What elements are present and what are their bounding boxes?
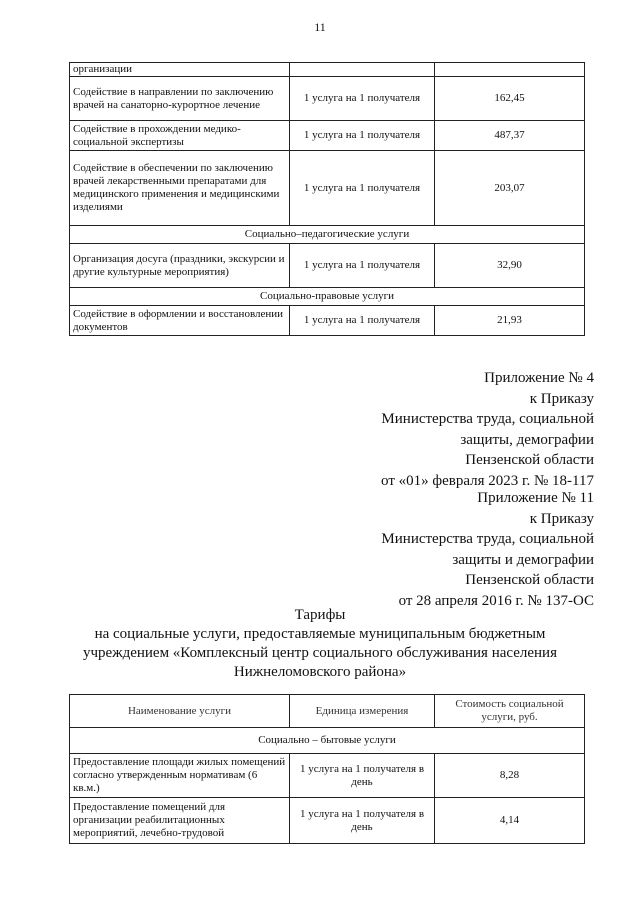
appendix-line: защиты и демографии bbox=[452, 551, 594, 568]
section-row bbox=[70, 288, 585, 306]
table-header-row bbox=[70, 695, 585, 728]
unit-cell bbox=[290, 63, 435, 77]
table-row bbox=[70, 121, 585, 151]
appendix-line: Министерства труда, социальной bbox=[381, 531, 594, 547]
unit-cell: 1 услуга на 1 получателя bbox=[290, 77, 435, 121]
table-row bbox=[70, 306, 585, 336]
appendix-line: к Приказу bbox=[529, 510, 594, 527]
unit-cell: 1 услуга на 1 получателя bbox=[290, 306, 435, 336]
appendix-line: Пензенской области bbox=[465, 572, 594, 588]
table-row bbox=[70, 244, 585, 288]
tariff-table-continued bbox=[69, 62, 585, 336]
service-name-cell: Предоставление площади жилых помещений согласно утвержденным нормативам (6 кв.м.) bbox=[70, 754, 290, 798]
section-heading: Социально-правовые услуги bbox=[70, 288, 585, 306]
price-cell: 8,28 bbox=[435, 754, 585, 798]
unit-cell: 1 услуга на 1 получателя в день bbox=[290, 798, 435, 844]
price-cell bbox=[435, 63, 585, 77]
tariff-table bbox=[69, 694, 585, 844]
table-row bbox=[70, 754, 585, 798]
table-row bbox=[70, 151, 585, 226]
unit-cell: 1 услуга на 1 получателя bbox=[290, 244, 435, 288]
appendix-line: защиты, демографии bbox=[460, 431, 594, 448]
section-row bbox=[70, 728, 585, 754]
table-row bbox=[70, 798, 585, 844]
unit-cell: 1 услуга на 1 получателя bbox=[290, 151, 435, 226]
price-cell: 4,14 bbox=[435, 798, 585, 844]
section-row bbox=[70, 226, 585, 244]
service-name-cell: Содействие в прохождении медико-социальной экспертизы bbox=[70, 121, 290, 151]
service-name-cell: организации bbox=[70, 63, 290, 77]
service-name-cell: Содействие в оформлении и восстановлении документов bbox=[70, 306, 290, 336]
appendix-4-block bbox=[381, 368, 594, 491]
appendix-11-block bbox=[381, 488, 594, 611]
page-number: 11 bbox=[314, 20, 326, 34]
appendix-line: Пензенской области bbox=[465, 452, 594, 468]
price-cell: 32,90 bbox=[435, 244, 585, 288]
price-cell: 487,37 bbox=[435, 121, 585, 151]
column-header-price: Стоимость социальной услуги, руб. bbox=[435, 695, 585, 728]
table-row bbox=[70, 77, 585, 121]
title-line: учреждением «Комплексный центр социального обслуживания населения bbox=[83, 645, 557, 661]
unit-cell: 1 услуга на 1 получателя bbox=[290, 121, 435, 151]
appendix-line: Министерства труда, социальной bbox=[381, 411, 594, 427]
document-title: Тарифы bbox=[294, 607, 346, 623]
service-name-cell: Предоставление помещений для организации реабилитационных мероприятий, лечебно-трудовой bbox=[70, 798, 290, 844]
title-line: Нижнеломовского района» bbox=[233, 664, 407, 680]
title-line: на социальные услуги, предоставляемые муниципальным бюджетным bbox=[94, 626, 546, 642]
price-cell: 203,07 bbox=[435, 151, 585, 226]
section-heading: Социально – бытовые услуги bbox=[70, 728, 585, 754]
service-name-cell: Организация досуга (праздники, экскурсии и другие культурные мероприятия) bbox=[70, 244, 290, 288]
appendix-line: от «01» февраля 2023 г. № 18-117 bbox=[381, 472, 594, 489]
service-name-cell: Содействие в обеспечении по заключению врачей лекарственными препаратами для медицинского применения и медицинскими изделиями bbox=[70, 151, 290, 226]
appendix-line: к Приказу bbox=[529, 390, 594, 407]
table-row bbox=[70, 63, 585, 77]
service-name-cell: Содействие в направлении по заключению врачей на санаторно-курортное лечение bbox=[70, 77, 290, 121]
column-header-unit: Единица измерения bbox=[290, 695, 435, 728]
appendix-line: Приложение № 4 bbox=[484, 370, 594, 386]
unit-cell: 1 услуга на 1 получателя в день bbox=[290, 754, 435, 798]
appendix-line: Приложение № 11 bbox=[477, 490, 594, 506]
tariffs-title-block bbox=[0, 606, 640, 682]
price-cell: 21,93 bbox=[435, 306, 585, 336]
price-cell: 162,45 bbox=[435, 77, 585, 121]
appendix-line: от 28 апреля 2016 г. № 137-ОС bbox=[398, 592, 594, 609]
section-heading: Социально–педагогические услуги bbox=[70, 226, 585, 244]
column-header-name: Наименование услуги bbox=[70, 695, 290, 728]
